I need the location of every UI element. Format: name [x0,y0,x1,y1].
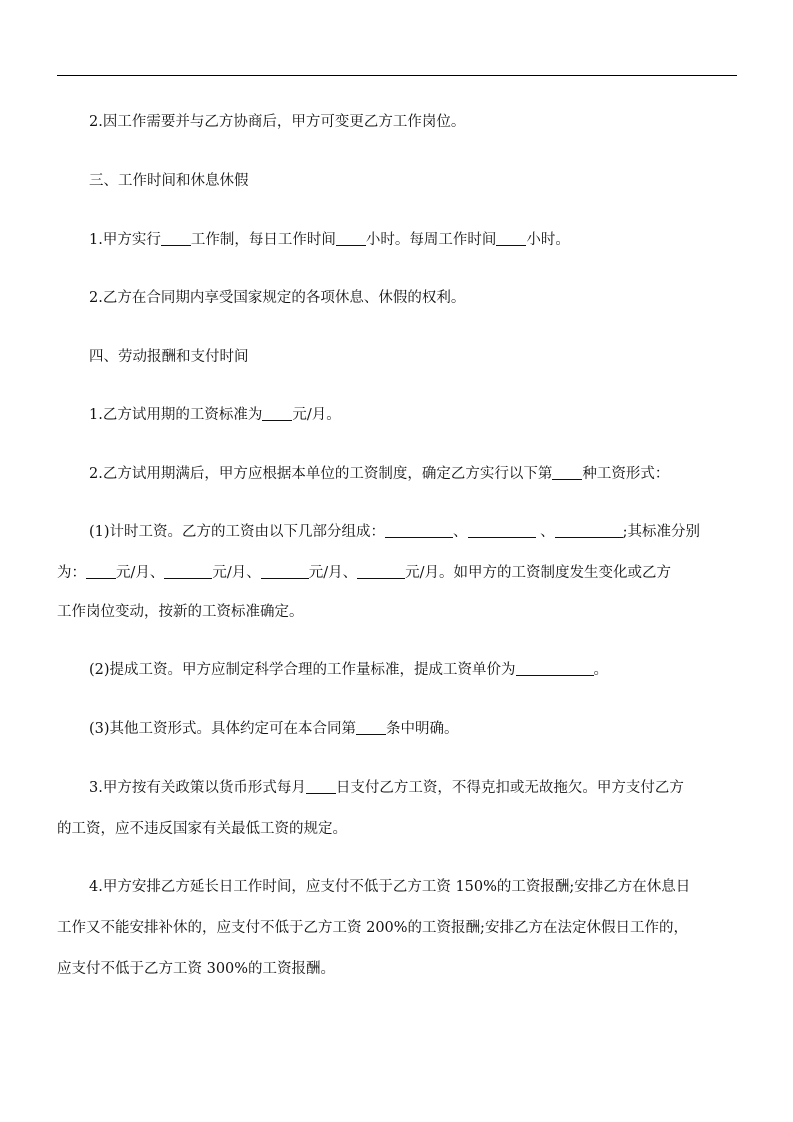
blank-field[interactable] [496,229,526,246]
blank-field[interactable] [385,521,453,538]
clause-other-wage: (3)其他工资形式。具体约定可在本合同第 条中明确。 [57,714,769,744]
blank-field[interactable] [516,659,594,676]
blank-field[interactable] [356,718,386,735]
clause-overtime-line2: 工作又不能安排补休的，应支付不低于乙方工资 200%的工资报酬;安排乙方在法定休假日工作的， [57,920,688,936]
section-heading-work-hours: 三、工作时间和休息休假 [89,173,249,189]
clause-time-wage-line3: 工作岗位变动，按新的工资标准确定。 [57,604,304,620]
header-rule [57,75,737,76]
blank-field[interactable] [336,229,366,246]
clause-salary-form: 2.乙方试用期满后，甲方应根据本单位的工资制度，确定乙方实行以下第 种工资形式： [57,459,769,489]
clause-probation-salary: 1.乙方试用期的工资标准为 元/月。 [57,400,769,430]
clause-overtime-line1: 4.甲方安排乙方延长日工作时间，应支付不低于乙方工资 150%的工资报酬;安排乙方在休息日 [89,879,691,895]
clause-work-system: 1.甲方实行 工作制，每日工作时间 小时。每周工作时间 小时。 [57,225,769,255]
blank-field[interactable] [468,521,536,538]
clause-2-job-change: 2.因工作需要并与乙方协商后，甲方可变更乙方工作岗位。 [89,114,466,130]
blank-field[interactable] [161,229,191,246]
clause-commission-wage: (2)提成工资。甲方应制定科学合理的工作量标准，提成工资单价为 。 [57,655,769,685]
clause-time-wage-line2: 为： 元/月、 元/月、 元/月、 元/月。如甲方的工资制度发生变化或乙方 [57,558,737,588]
blank-field[interactable] [262,404,292,421]
blank-field[interactable] [86,562,116,579]
clause-time-wage-line1: (1)计时工资。乙方的工资由以下几部分组成： 、 、 ;其标准分别 [57,517,769,547]
clause-payment-day-line2: 的工资，应不违反国家有关最低工资的规定。 [57,821,347,837]
blank-field[interactable] [306,777,336,794]
clause-overtime-line3: 应支付不低于乙方工资 300%的工资报酬。 [57,961,336,977]
blank-field[interactable] [357,562,405,579]
clause-payment-day-line1: 3.甲方按有关政策以货币形式每月 日支付乙方工资，不得克扣或无故拖欠。甲方支付乙方 [57,773,769,803]
clause-rest-rights: 2.乙方在合同期内享受国家规定的各项休息、休假的权利。 [89,290,466,306]
section-heading-remuneration: 四、劳动报酬和支付时间 [89,349,249,365]
blank-field[interactable] [164,562,212,579]
blank-field[interactable] [555,521,623,538]
blank-field[interactable] [261,562,309,579]
blank-field[interactable] [552,463,582,480]
